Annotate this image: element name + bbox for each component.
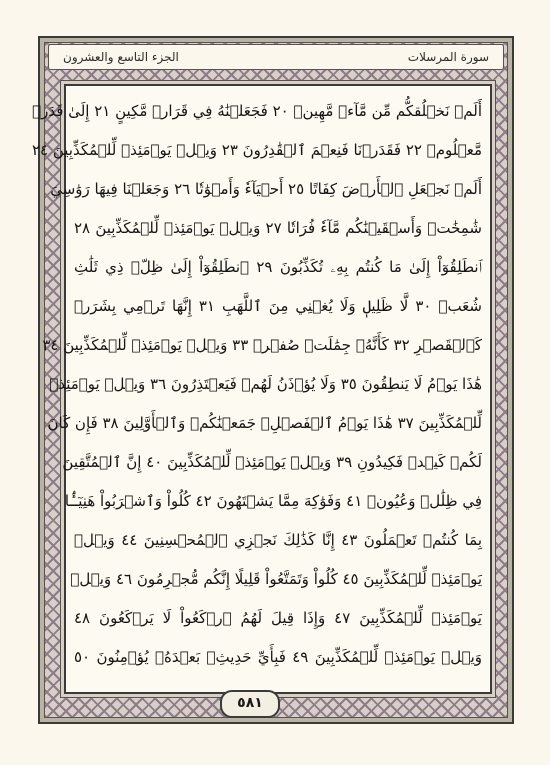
text-line-13: يَوۡمَئِذٖ لِّلۡمُكَذِّبِينَ ٤٥ كُلُواْ وَتَمَتَّعُواْ قَلِيلًا إِنَّكُم مُّجۡرِمُونَ ٤٦ وَيۡلٞ bbox=[70, 570, 482, 588]
text-line-3: أَلَمۡ نَجۡعَلِ ٱلۡأَرۡضَ كِفَاتًا ٢٥ أَحۡيَآءٗ وَأَمۡوَٰتٗا ٢٦ وَجَعَلۡنَا فِيهَا رَوَٰسِيَ bbox=[50, 180, 482, 198]
text-line-11: فِي ظِلَٰلٖ وَعُيُونٖ ٤١ وَفَوَٰكِهَ مِمَّا يَشۡتَهُونَ ٤٢ كُلُواْ وَٱشۡرَبُواْ هَنِيٓـَٔۢا bbox=[64, 492, 482, 510]
text-line-12: بِمَا كُنتُمۡ تَعۡمَلُونَ ٤٣ إِنَّا كَذَٰلِكَ نَجۡزِي ٱلۡمُحۡسِنِينَ ٤٤ وَيۡلٞ bbox=[74, 531, 483, 549]
text-line-6: شُعَبٖ ٣٠ لَّا ظَلِيلٖ وَلَا يُغۡنِي مِنَ ٱللَّهَبِ ٣١ إِنَّهَا تَرۡمِي بِشَرَرٖ bbox=[74, 297, 482, 315]
juz-label: الجزء التاسع والعشرون bbox=[63, 50, 179, 64]
text-line-2: مَّعۡلُومٖ ٢٢ فَقَدَرۡنَا فَنِعۡمَ ٱلۡقَٰدِرُونَ ٢٣ وَيۡلٞ يَوۡمَئِذٖ لِّلۡمُكَذِّبِينَ ٢٤ bbox=[31, 141, 482, 159]
text-line-10: لَكُمۡ كَيۡدٞ فَكِيدُونِ ٣٩ وَيۡلٞ يَوۡمَئِذٖ لِّلۡمُكَذِّبِينَ ٤٠ إِنَّ ٱلۡمُتَّقِينَ bbox=[62, 453, 482, 471]
text-line-8: هَٰذَا يَوۡمُ لَا يَنطِقُونَ ٣٥ وَلَا يُؤۡذَنُ لَهُمۡ فَيَعۡتَذِرُونَ ٣٦ وَيۡلٞ يَوۡمَئِذٖ bbox=[49, 375, 482, 393]
surah-label: سورة المرسلات bbox=[407, 50, 489, 64]
text-line-1: أَلَمۡ نَخۡلُقكُّم مِّن مَّآءٖ مَّهِينٖ ٢٠ فَجَعَلۡنَٰهُ فِي قَرَارٖ مَّكِينٍ ٢١ إِلَىٰ قَدَرٖ bbox=[32, 102, 482, 120]
text-line-4: شَٰمِخَٰتٖ وَأَسۡقَيۡنَٰكُم مَّآءٗ فُرَاتٗا ٢٧ وَيۡلٞ يَوۡمَئِذٖ لِّلۡمُكَذِّبِينَ ٢٨ bbox=[74, 219, 482, 237]
page-number: ٥٨١ bbox=[220, 690, 280, 718]
text-line-9: لِّلۡمُكَذِّبِينَ ٣٧ هَٰذَا يَوۡمُ ٱلۡفَصۡلِۖ جَمَعۡنَٰكُمۡ وَٱلۡأَوَّلِينَ ٣٨ فَإِن كَانَ bbox=[47, 414, 482, 432]
page-header bbox=[48, 44, 504, 70]
text-line-7: كَٱلۡقَصۡرِ ٣٢ كَأَنَّهُۥ جِمَٰلَتٞ صُفۡرٞ ٣٣ وَيۡلٞ يَوۡمَئِذٖ لِّلۡمُكَذِّبِينَ ٣٤ bbox=[42, 336, 482, 354]
text-line-14: يَوۡمَئِذٖ لِّلۡمُكَذِّبِينَ ٤٧ وَإِذَا قِيلَ لَهُمُ ٱرۡكَعُواْ لَا يَرۡكَعُونَ ٤٨ bbox=[74, 609, 482, 627]
text-line-5: ٱنطَلِقُوٓاْ إِلَىٰ مَا كُنتُم بِهِۦ تُكَذِّبُونَ ٢٩ ٱنطَلِقُوٓاْ إِلَىٰ ظِلّٖ ذِي ثَلَٰثِ bbox=[74, 258, 482, 276]
text-line-15: وَيۡلٞ يَوۡمَئِذٖ لِّلۡمُكَذِّبِينَ ٤٩ فَبِأَيِّ حَدِيثِۭ بَعۡدَهُۥ يُؤۡمِنُونَ ٥٠ bbox=[74, 648, 483, 666]
page-frame bbox=[31, 36, 514, 724]
quran-text-panel bbox=[31, 84, 492, 694]
